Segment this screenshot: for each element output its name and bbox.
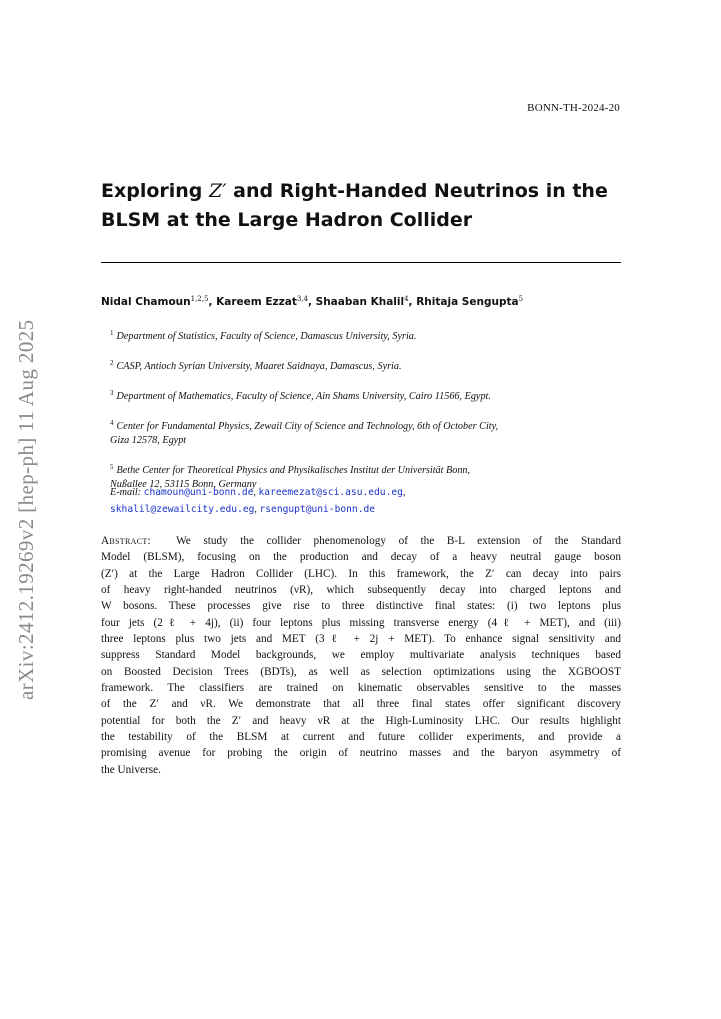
abstract-line-text: potential for both the Z′ and heavy νR at the High-Luminosity LHC. Our results highlight xyxy=(101,714,621,727)
affiliation-text: Giza 12578, Egypt xyxy=(110,435,187,446)
abstract-line-text: (Z′) at the Large Hadron Collider (LHC). In this framework, the Z′ can decay into pairs xyxy=(101,567,621,580)
author-affiliation-marker: 4 xyxy=(404,295,409,303)
email-link[interactable]: chamoun@uni-bonn.de xyxy=(143,487,254,498)
abstract-line xyxy=(101,664,621,680)
affiliation xyxy=(110,326,622,344)
affiliation-number: 2 xyxy=(110,359,114,367)
author xyxy=(216,296,308,308)
email-link[interactable]: kareemezat@sci.asu.edu.eg xyxy=(258,487,403,498)
affiliation-number: 1 xyxy=(110,329,114,337)
abstract-line-text: three leptons plus two jets and MET (3ℓ + 2j + MET). To enhance signal sensitivity and xyxy=(101,633,621,646)
affiliation-text: Nußallee 12, 53115 Bonn, Germany xyxy=(110,479,257,490)
title-zprime-symbol: Z′ xyxy=(209,180,227,202)
author-name: Rhitaja Sengupta xyxy=(416,296,519,308)
abstract-line-text: the testability of the BLSM at current and future collider experiments, and provide a xyxy=(101,731,621,744)
title-line-1: Exploring Z′ and Right-Handed Neutrinos in the xyxy=(101,180,608,202)
abstract-line-text: framework. The classifiers are trained on kinematic observables sensitive to the masses xyxy=(101,682,621,695)
author-name: Nidal Chamoun xyxy=(101,296,191,308)
author-affiliation-marker: 1,2,5 xyxy=(190,295,209,303)
abstract-line-text: Model (BLSM), focusing on the production and decay of a heavy neutral gauge boson xyxy=(101,551,621,564)
abstract-line-text: on Boosted Decision Trees (BDTs), as well as selection optimizations using the XGBOOST xyxy=(101,665,621,678)
paper-title xyxy=(101,177,621,235)
email-label: E-mail: xyxy=(110,487,142,498)
title-line-2: BLSM at the Large Hadron Collider xyxy=(101,209,473,231)
abstract-line xyxy=(101,566,621,582)
author xyxy=(316,296,409,308)
abstract-line xyxy=(101,647,621,663)
report-number: BONN-TH-2024-20 xyxy=(527,102,620,114)
affiliation-text: Center for Fundamental Physics, Zewail City of Science and Technology, 6th of October City, xyxy=(116,421,499,432)
abstract-line-text: promising avenue for probing the origin of neutrino masses and the baryon asymmetry of xyxy=(101,747,621,760)
abstract-line xyxy=(101,598,621,614)
abstract-line-text: of the Z′ and νR. We demonstrate that all three final states offer significant discovery xyxy=(101,698,621,711)
abstract-line-text: W bosons. These processes give rise to three distinctive final states: (i) two leptons plus xyxy=(101,600,621,613)
author-affiliation-marker: 3,4 xyxy=(296,295,308,303)
abstract-line-text: the Universe. xyxy=(101,763,161,776)
author-list: Nidal Chamoun$^{1,2,5}$, Kareem Ezzat$^{3,4}$, Shaaban Khalil$^4$, Rhitaja Sengupta$^5$ xyxy=(101,295,524,308)
title-divider xyxy=(101,262,621,263)
author xyxy=(416,296,523,308)
affiliation-text: CASP, Antioch Syrian University, Maaret Saidnaya, Damascus, Syria. xyxy=(116,361,402,372)
abstract-line xyxy=(101,615,621,631)
abstract-line-text: four jets (2ℓ + 4j), (ii) four leptons plus missing transverse energy (4ℓ + MET), and (iii) xyxy=(101,616,621,629)
abstract-line-text: of heavy right-handed neutrinos (νR), which subsequently decay into charged leptons and xyxy=(101,584,621,597)
affiliation-number: 5 xyxy=(110,463,114,471)
abstract-line-text: suppress Standard Model backgrounds, we employ multivariate analysis techniques based xyxy=(101,649,621,662)
author-affiliation-marker: 5 xyxy=(518,295,524,303)
abstract-line xyxy=(101,713,621,729)
abstract-line-text: We study the collider phenomenology of the B-L extension of the Standard xyxy=(176,535,621,547)
affiliation xyxy=(110,356,622,374)
abstract-line xyxy=(101,582,621,598)
affiliation-list xyxy=(110,326,622,504)
email-link[interactable]: skhalil@zewailcity.edu.eg xyxy=(110,504,255,515)
affiliation-number: 4 xyxy=(110,419,114,427)
arxiv-identifier-stamp: arXiv:2412.19269v2 [hep-ph] 11 Aug 2025 xyxy=(14,319,38,700)
abstract xyxy=(101,533,621,778)
affiliation xyxy=(110,386,622,404)
abstract-line xyxy=(101,745,621,761)
affiliation-text: Bethe Center for Theoretical Physics and Physikalisches Institut der Universität Bonn, xyxy=(116,465,471,476)
abstract-line xyxy=(101,533,621,549)
affiliation-number: 3 xyxy=(110,389,114,397)
email-block: E-mail: chamoun@uni-bonn.de, kareemezat@sci.asu.edu.eg, skhalil@zewailcity.edu.eg, rsengupt@uni-bonn.de xyxy=(110,487,406,515)
abstract-line xyxy=(101,729,621,745)
author-name: Kareem Ezzat xyxy=(216,296,297,308)
author xyxy=(101,296,208,308)
affiliation-text: Department of Mathematics, Faculty of Science, Ain Shams University, Cairo 11566, Egypt. xyxy=(116,391,491,402)
abstract-line xyxy=(101,696,621,712)
abstract-line xyxy=(101,762,621,778)
abstract-line xyxy=(101,631,621,647)
abstract-line xyxy=(101,680,621,696)
abstract-line xyxy=(101,549,621,565)
abstract-heading: Abstract: xyxy=(101,535,151,547)
affiliation-text: Department of Statistics, Faculty of Science, Damascus University, Syria. xyxy=(116,331,417,342)
affiliation xyxy=(110,416,622,448)
email-link[interactable]: rsengupt@uni-bonn.de xyxy=(259,504,376,515)
author-name: Shaaban Khalil xyxy=(315,296,405,308)
